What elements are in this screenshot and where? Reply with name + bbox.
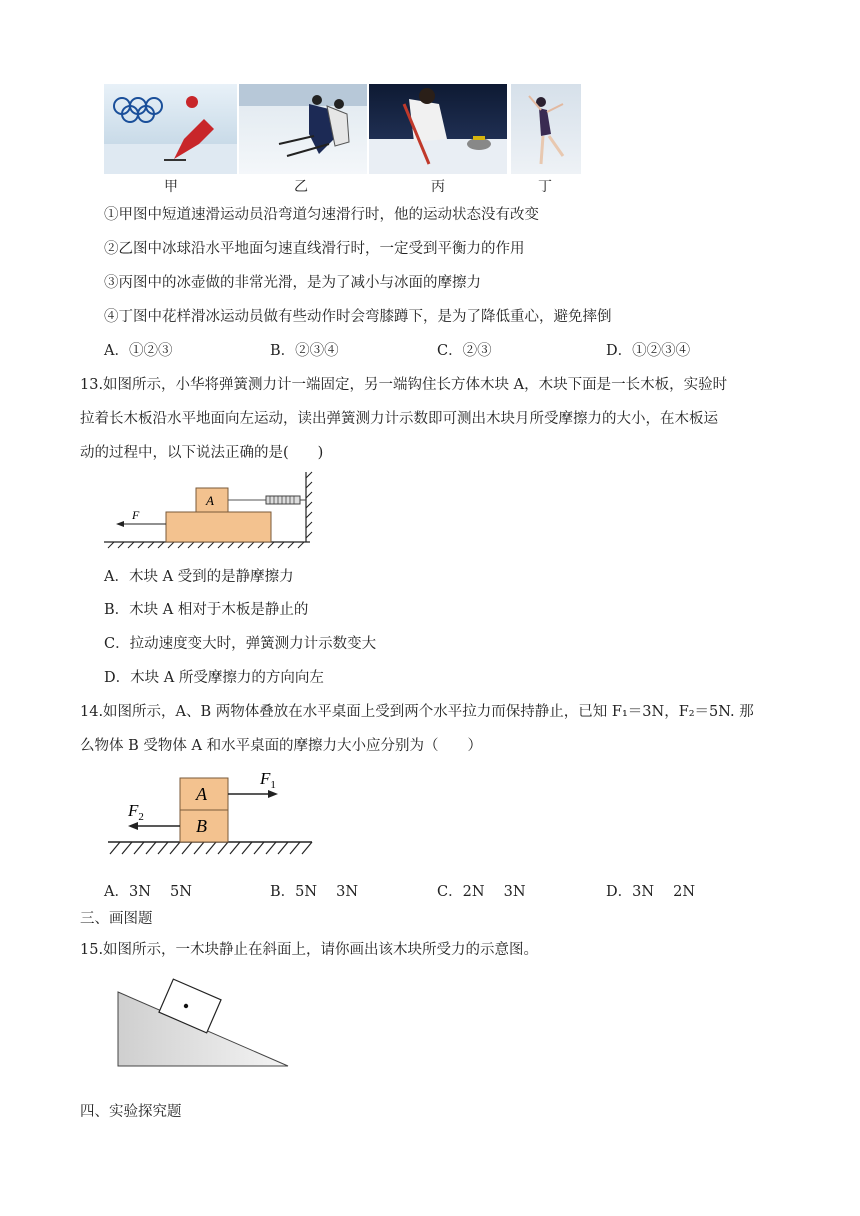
ground-hatch bbox=[108, 542, 304, 548]
figure-skater-icon bbox=[511, 84, 581, 174]
q14-option-c[interactable]: C．2N 3N bbox=[437, 884, 526, 900]
q12-statement-2: ②乙图中冰球沿水平地面匀速直线滑行时，一定受到平衡力的作用 bbox=[104, 241, 525, 257]
q12-statement-1: ①甲图中短道速滑运动员沿弯道匀速滑行时，他的运动状态没有改变 bbox=[104, 207, 539, 223]
q13-option-b[interactable]: B．木块 A 相对于木板是静止的 bbox=[104, 602, 309, 618]
q14-option-a[interactable]: A．3N 5N bbox=[104, 884, 192, 900]
table-hatch bbox=[110, 842, 312, 854]
q13-stem-line1: 13.如图所示，小华将弹簧测力计一端固定，另一端钩住长方体木块 A，木块下面是一长木板，实验时 bbox=[80, 377, 728, 393]
q14-option-d[interactable]: D．3N 2N bbox=[606, 884, 696, 900]
q12-option-a[interactable]: A．①②③ bbox=[104, 343, 173, 359]
q13-option-d[interactable]: D．木块 A 所受摩擦力的方向向左 bbox=[104, 670, 324, 686]
q12-option-b[interactable]: B．②③④ bbox=[270, 343, 339, 359]
curling-photo bbox=[369, 84, 507, 174]
section-4-heading: 四、实验探究题 bbox=[80, 1104, 182, 1120]
block-a-label: A bbox=[206, 493, 214, 508]
block-b-label: B bbox=[196, 816, 207, 836]
ice-hockey-photo bbox=[239, 84, 367, 174]
photo-caption-yi: 乙 bbox=[294, 179, 308, 195]
q14-option-b[interactable]: B．5N 3N bbox=[270, 884, 359, 900]
q13-stem-line2: 拉着长木板沿水平地面向左运动，读出弹簧测力计示数即可测出木块月所受摩擦力的大小，在木板运 bbox=[80, 411, 718, 427]
block-a-top-label: A bbox=[196, 784, 207, 804]
speed-skater-icon bbox=[104, 84, 237, 174]
wall-hatch bbox=[306, 472, 312, 538]
spring-scale bbox=[266, 496, 300, 504]
photo-caption-bing: 丙 bbox=[431, 179, 445, 195]
q14-stem-line2: 么物体 B 受物体 A 和水平桌面的摩擦力大小应分别为（ ） bbox=[80, 738, 483, 754]
q14-figure bbox=[100, 764, 320, 862]
section-3-heading: 三、画图题 bbox=[80, 911, 153, 927]
q13-option-c[interactable]: C．拉动速度变大时，弹簧测力计示数变大 bbox=[104, 636, 377, 652]
q13-option-a[interactable]: A．木块 A 受到的是静摩擦力 bbox=[104, 569, 294, 585]
q14-stem-line1: 14.如图所示，A、B 两物体叠放在水平桌面上受到两个水平拉力而保持静止，已知 F₁＝3N，F₂＝5N. 那 bbox=[80, 704, 754, 720]
q12-statement-4: ④丁图中花样滑冰运动员做有些动作时会弯膝蹲下，是为了降低重心，避免摔倒 bbox=[104, 309, 612, 325]
photo-caption-ding: 丁 bbox=[538, 179, 552, 195]
ice-hockey-icon bbox=[239, 84, 367, 174]
q13-figure bbox=[100, 468, 320, 552]
force-f1-label: $F_1$ bbox=[260, 769, 276, 791]
long-board bbox=[166, 512, 271, 542]
q13-stem-line3: 动的过程中，以下说法正确的是( ) bbox=[80, 445, 324, 461]
center-of-gravity-dot bbox=[184, 1004, 188, 1008]
curling-icon bbox=[369, 84, 507, 174]
photo-caption-jia: 甲 bbox=[164, 179, 178, 195]
force-f2-label: $F_2$ bbox=[128, 801, 144, 823]
q12-statement-3: ③丙图中的冰壶做的非常光滑，是为了减小与冰面的摩擦力 bbox=[104, 275, 481, 291]
q15-figure bbox=[112, 976, 296, 1072]
speed-skater-photo bbox=[104, 84, 237, 174]
figure-skater-photo bbox=[511, 84, 581, 174]
q15-stem: 15.如图所示，一木块静止在斜面上，请你画出该木块所受力的示意图。 bbox=[80, 942, 539, 958]
q12-option-c[interactable]: C．②③ bbox=[437, 343, 492, 359]
force-f-label: F bbox=[132, 508, 140, 522]
q12-option-d[interactable]: D．①②③④ bbox=[606, 343, 691, 359]
